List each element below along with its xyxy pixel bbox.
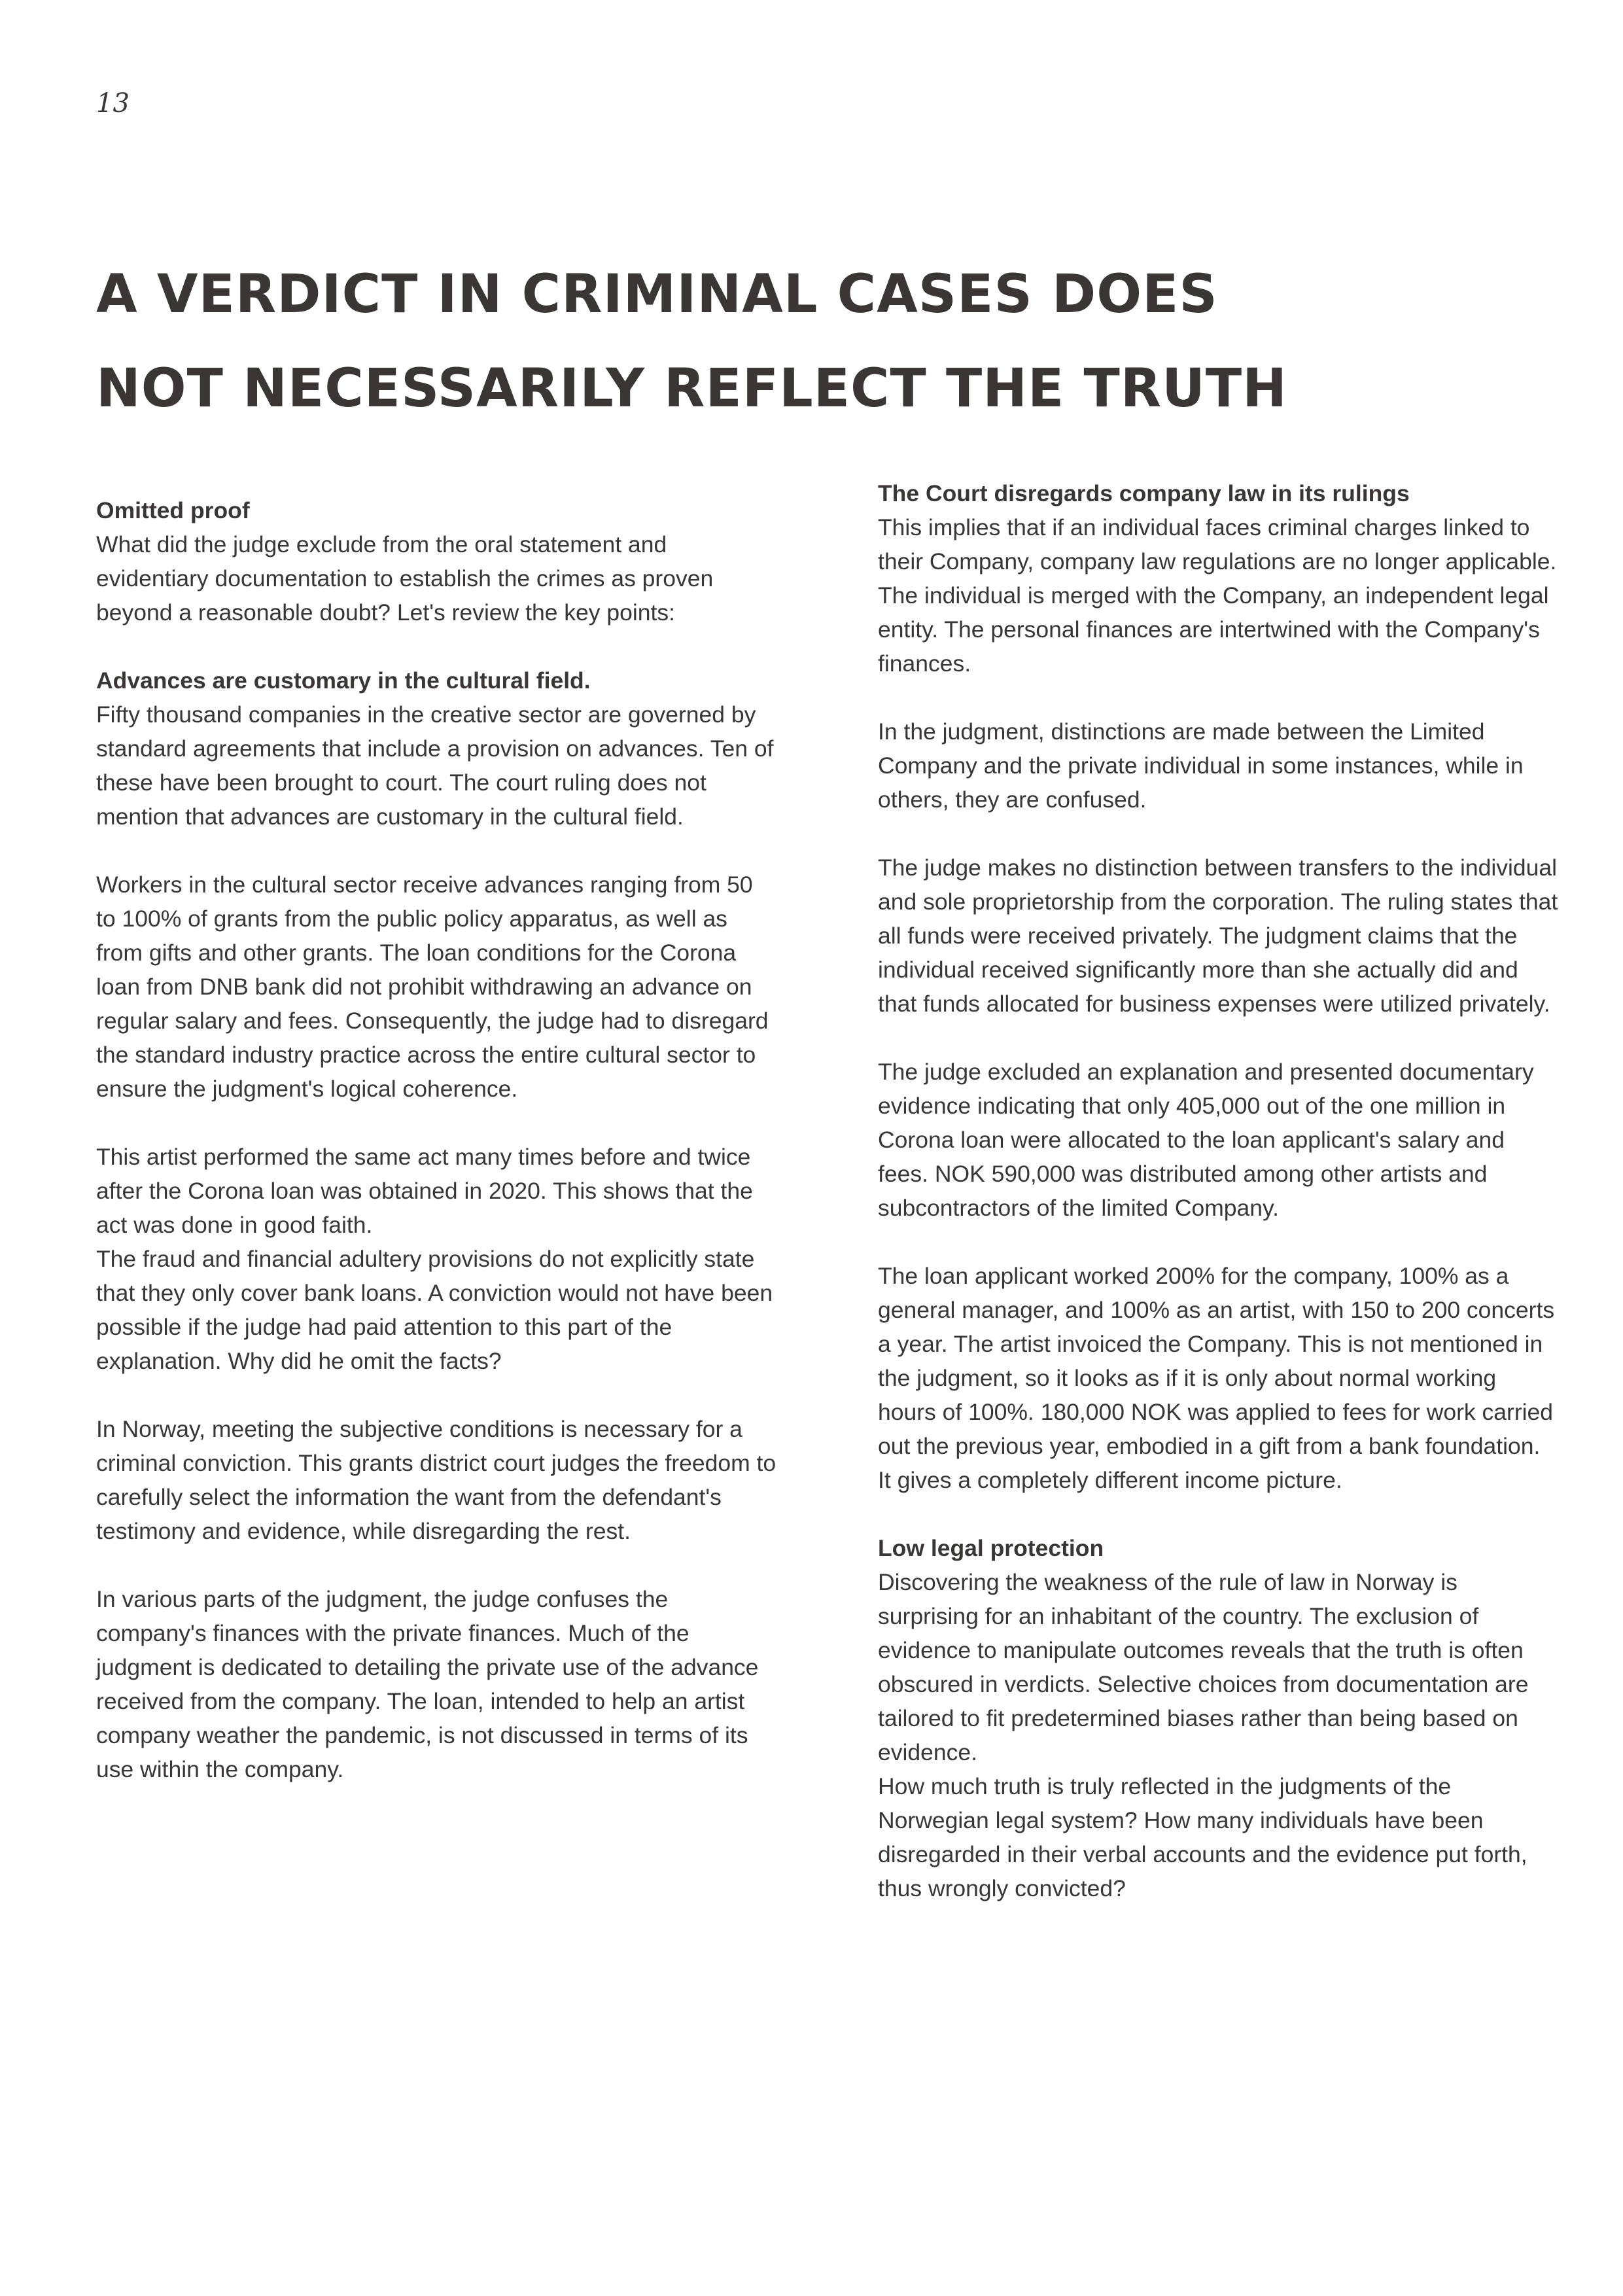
section-working-hours	[878, 1259, 1558, 1497]
paragraph: What did the judge exclude from the oral statement and evidentiary documentation to establish the crimes as proven beyond a reasonable doubt? Let's review the key points:	[96, 531, 714, 626]
left-column	[96, 493, 777, 1786]
section-confused-finances	[96, 1582, 777, 1786]
paragraph: Fifty thousand companies in the creative sector are governed by standard agreements that include a provision on advances. Ten of these have been brought to court. The court ruling does not mention that advances are customary in the cultural field.	[96, 701, 774, 830]
section-low-legal-protection	[878, 1531, 1558, 1905]
page-number: 13	[96, 88, 130, 118]
section-company-law	[878, 476, 1558, 680]
paragraph: Discovering the weakness of the rule of law in Norway is surprising for an inhabitant of the country. The exclusion of evidence to manipulate outcomes reveals that the truth is often obscured in verdicts. Selective choices from documentation are tailored to fit predetermined biases rather than being based on evidence.	[878, 1569, 1529, 1765]
paragraph: The judge excluded an explanation and presented documentary evidence indicating that only 405,000 out of the one million in Corona loan were allocated to the loan applicant's salary and fees. NOK 590,000 was distributed among other artists and subcontractors of the limited Company.	[878, 1059, 1534, 1221]
paragraph: In Norway, meeting the subjective conditions is necessary for a criminal conviction. This grants district court judges the freedom to carefully select the information the want from the defendant's testimony and evidence, while disregarding the rest.	[96, 1416, 777, 1544]
paragraph: The judge makes no distinction between transfers to the individual and sole proprietorship from the corporation. The ruling states that all funds were received privately. The judgment claims that the individual received significantly more than she actually did and that funds allocated for business expenses were utilized privately.	[878, 855, 1558, 1017]
section-omitted-proof	[96, 493, 777, 629]
paragraph: The fraud and financial adultery provisions do not explicitly state that they only cover bank loans. A conviction would not have been possible if the judge had paid attention to this part of the explanation. Why did he omit the facts?	[96, 1246, 773, 1374]
paragraph: In various parts of the judgment, the judge confuses the company's finances with the private finances. Much of the judgment is dedicated to detailing the private use of the advance received from the company. The loan, intended to help an artist company weather the pandemic, is not discussed in terms of its use within the company.	[96, 1586, 759, 1782]
section-heading: Omitted proof	[96, 497, 250, 523]
paragraph: This implies that if an individual faces criminal charges linked to their Company, company law regulations are no longer applicable. The individual is merged with the Company, an independent legal entity. The personal finances are intertwined with the Company's finances.	[878, 514, 1557, 677]
page-title	[96, 247, 1535, 436]
section-heading: The Court disregards company law in its rulings	[878, 480, 1410, 506]
paragraph: This artist performed the same act many times before and twice after the Corona loan was obtained in 2020. This shows that the act was done in good faith.	[96, 1144, 753, 1238]
section-subjective-conditions	[96, 1412, 777, 1548]
title-line-2: NOT NECESSARILY REFLECT THE TRUTH	[96, 358, 1287, 419]
section-distinctions	[878, 715, 1558, 817]
section-transfers	[878, 851, 1558, 1021]
section-good-faith	[96, 1140, 777, 1378]
paragraph: Workers in the cultural sector receive advances ranging from 50 to 100% of grants from the public policy apparatus, as well as from gifts and other grants. The loan conditions for the Corona loan from DNB bank did not prohibit withdrawing an advance on regular salary and fees. Consequently, the judge had to disregard the standard industry practice across the entire cultural sector to ensure the judgment's logical coherence.	[96, 872, 769, 1102]
paragraph: How much truth is truly reflected in the judgments of the Norwegian legal system? How many individuals have been disregarded in their verbal accounts and the evidence put forth, thus wrongly convicted?	[878, 1773, 1527, 1901]
title-line-1: A VERDICT IN CRIMINAL CASES DOES	[96, 264, 1218, 325]
section-advances	[96, 663, 777, 834]
paragraph: In the judgment, distinctions are made between the Limited Company and the private individual in some instances, while in others, they are confused.	[878, 718, 1524, 813]
section-workers	[96, 868, 777, 1106]
paragraph: The loan applicant worked 200% for the company, 100% as a general manager, and 100% as an artist, with 150 to 200 concerts a year. The artist invoiced the Company. This is not mentioned in the judgment, so it looks as if it is only about normal working hours of 100%. 180,000 NOK was applied to fees for work carried out the previous year, embodied in a gift from a bank foundation. It gives a completely different income picture.	[878, 1263, 1555, 1493]
section-excluded-evidence	[878, 1055, 1558, 1225]
right-column	[878, 476, 1558, 1905]
section-heading: Low legal protection	[878, 1535, 1104, 1561]
section-heading: Advances are customary in the cultural field.	[96, 667, 591, 694]
